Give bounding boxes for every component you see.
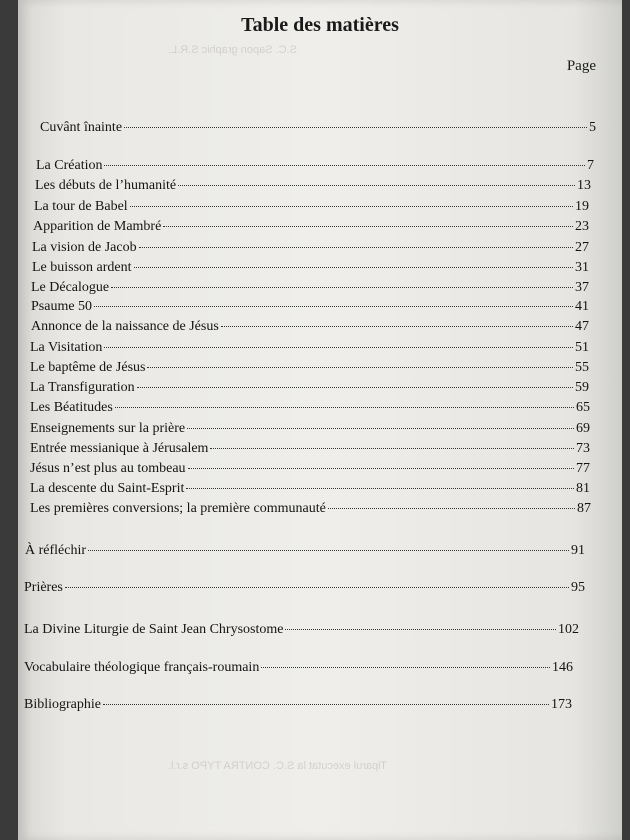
toc-entry: La Création 7 (36, 158, 594, 173)
toc-entry: La tour de Babel 19 (34, 199, 589, 214)
toc-entry: Apparition de Mambré 23 (33, 219, 589, 234)
toc-entry: Entrée messianique à Jérusalem 73 (30, 441, 590, 456)
toc-entry: Cuvânt înainte 5 (40, 120, 596, 135)
toc-entry: La Divine Liturgie de Saint Jean Chrysostome 102 (24, 622, 579, 637)
table-of-contents (18, 0, 622, 840)
toc-entry: À réfléchir 91 (25, 543, 585, 558)
toc-entry: Les premières conversions; la première communauté 87 (30, 501, 591, 516)
toc-entry: Le Décalogue 37 (31, 280, 589, 295)
toc-entry: Jésus n’est plus au tombeau 77 (30, 461, 590, 476)
page-title: Table des matières (241, 14, 399, 36)
toc-entry: Prières 95 (24, 580, 585, 595)
show-through-text: S.C. Sapon graphic S.R.L. (168, 44, 298, 56)
page-column-label: Page (566, 58, 596, 74)
show-through-text: Tiparul executat la S.C. CONTRA TYPO s.r.l. (168, 760, 387, 772)
toc-entry: La descente du Saint-Esprit 81 (30, 481, 590, 496)
toc-entry: Vocabulaire théologique français-roumain 146 (24, 660, 573, 675)
book-page (18, 0, 622, 840)
toc-entry: Le baptême de Jésus 55 (30, 360, 589, 375)
toc-entry: Enseignements sur la prière 69 (30, 421, 590, 436)
toc-entry: Le buisson ardent 31 (32, 260, 589, 275)
toc-entry: Annonce de la naissance de Jésus 47 (31, 319, 589, 334)
toc-entry: La Visitation 51 (30, 340, 589, 355)
toc-entry: Les Béatitudes 65 (30, 400, 590, 415)
toc-entry: Bibliographie 173 (24, 697, 572, 712)
toc-entry: Psaume 50 41 (31, 299, 589, 314)
toc-entry: Les débuts de l’humanité 13 (35, 178, 591, 193)
toc-entry: La Transfiguration 59 (30, 380, 589, 395)
toc-entry: La vision de Jacob 27 (32, 240, 589, 255)
